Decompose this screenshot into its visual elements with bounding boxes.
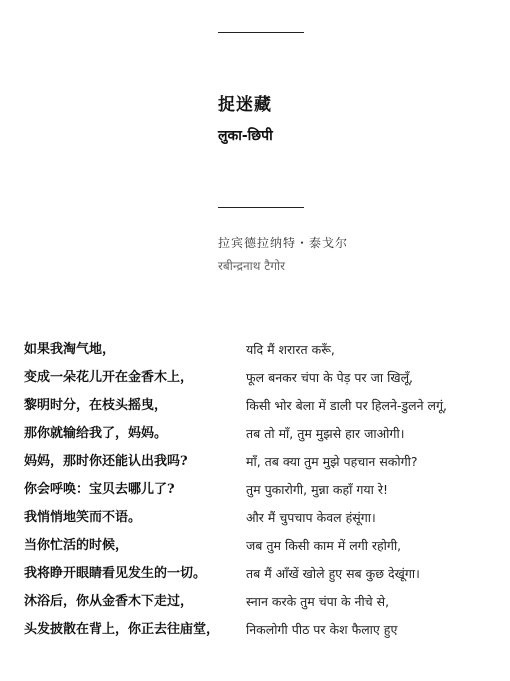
poem-line-chinese: 当你忙活的时候， [24,538,129,553]
poem-line-chinese: 你会呼唤：宝贝去哪儿了? [24,482,175,497]
poem-line-chinese: 黎明时分，在枝头摇曳， [24,398,168,413]
poem-line-hindi: और मैं चुपचाप केवल हंसूंगा। [246,510,376,525]
poem-line-hindi: यदि मैं शरारत करूँ, [246,342,335,357]
poem-line-chinese: 变成一朵花儿开在金香木上， [24,370,194,385]
poem-line-chinese: 那你就输给我了，妈妈。 [24,426,168,441]
poem-line-chinese: 头发披散在背上，你正去往庙堂， [24,622,220,637]
poem-line-hindi: माँ, तब क्या तुम मुझे पहचान सकोगी? [246,454,418,469]
poem-title: 捉迷藏 [218,95,272,115]
author-name-chinese: 拉宾德拉纳特・泰戈尔 [218,236,349,250]
poem-line-hindi: जब तुम किसी काम में लगी रहोगी, [246,538,402,553]
author-name-hindi: रबीन्द्रनाथ टैगोर [218,259,286,273]
poem-line-chinese: 我悄悄地笑而不语。 [24,510,142,525]
poem-line-hindi: किसी भोर बेला में डाली पर हिलने-डुलने लगूं, [246,398,448,413]
poem-line-hindi: स्नान करके तुम चंपा के नीचे से, [246,594,390,609]
poem-subtitle-hindi: लुका-छिपी [218,128,273,144]
poem-line-chinese: 妈妈，那时你还能认出我吗? [24,454,188,469]
poem-line-chinese: 沐浴后，你从金香木下走过， [24,594,194,609]
poem-line-hindi: तब तो माँ, तुम मुझसे हार जाओगी। [246,426,405,441]
poem-line-hindi: तब मैं आँखें खोले हुए सब कुछ देखूंगा। [246,566,420,581]
poem-line-chinese: 如果我淘气地， [24,342,116,357]
poem-line-hindi: निकलोगी पीठ पर केश फैलाए हुए [246,622,398,637]
poem-line-chinese: 我将睁开眼睛看见发生的一切。 [24,566,207,581]
poem-line-hindi: तुम पुकारोगी, मुन्ना कहाँ गया रे! [246,482,388,497]
poem-line-hindi: फूल बनकर चंपा के पेड़ पर जा खिलूँ, [246,370,414,385]
